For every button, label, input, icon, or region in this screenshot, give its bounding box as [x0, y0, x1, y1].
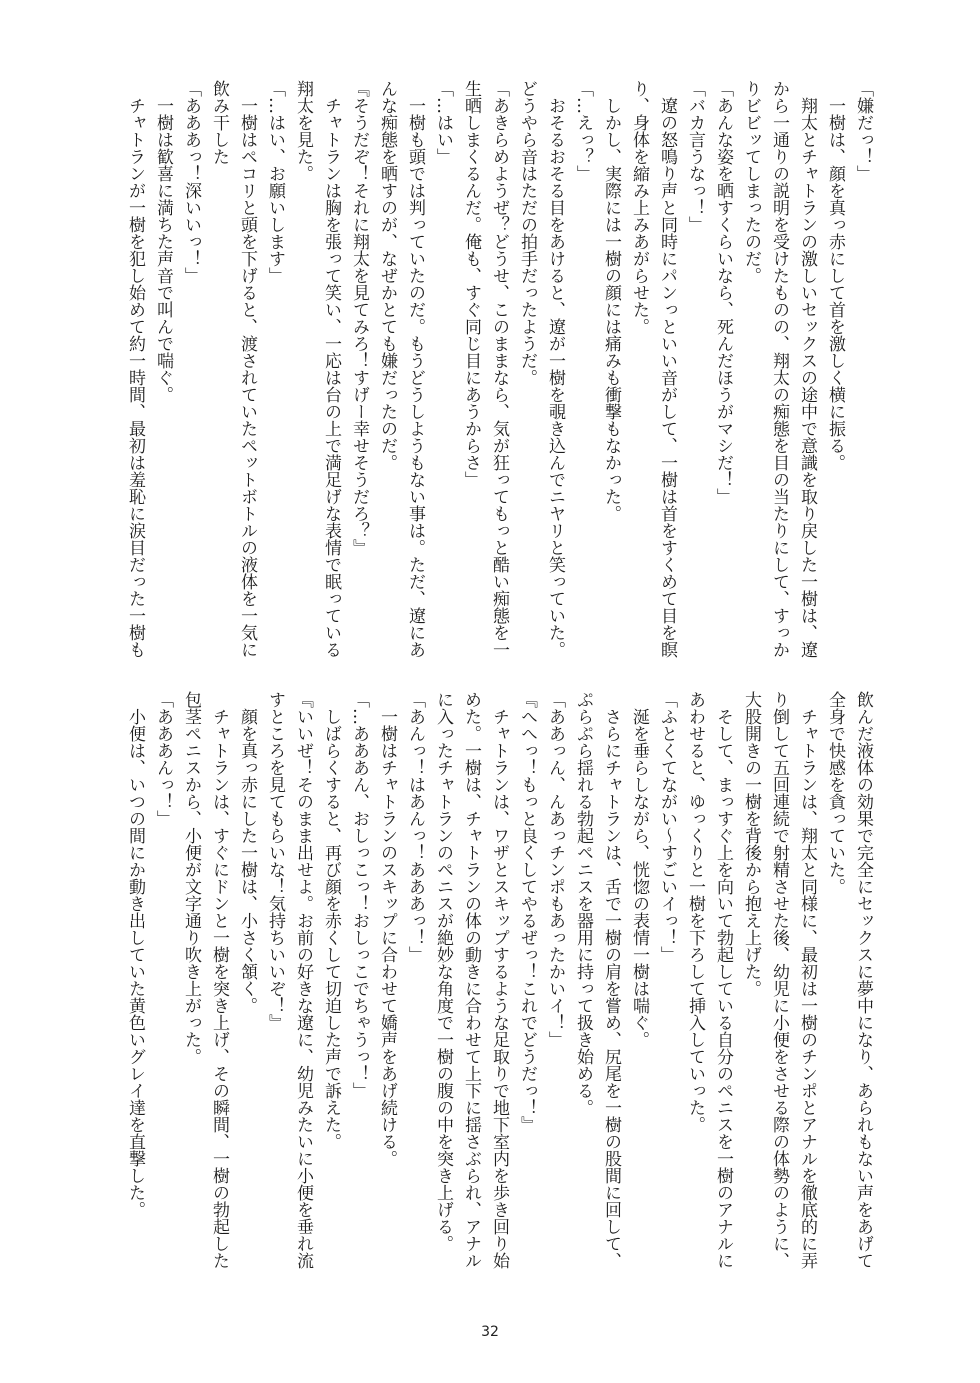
text-line: り、身体を縮み上みあがらせた。: [629, 80, 649, 335]
text-line: 翔太を見た。: [293, 80, 313, 182]
text-line: 小便は、いつの間にか動き出していた黄色いグレイ達を直撃した。: [125, 691, 145, 1218]
text-line: 一樹はチャトランのスキップに合わせて嬌声をあげ続ける。: [377, 691, 397, 1167]
text-line: 「嫌だっ！」: [853, 80, 873, 182]
text-line: 「あああっ！深いいっ！」: [181, 80, 201, 284]
text-line: 翔太とチャトランの激しいセックスの途中で意識を取り戻した一樹は、遼: [797, 80, 817, 658]
text-line: 「あああんっ！」: [153, 691, 173, 827]
text-line: チャトランは、翔太と同様に、最初は一樹のチンポとアナルを徹底的に弄: [797, 691, 817, 1269]
text-line: 「あんな姿を晒すくらいなら、死んだほうがマシだ！」: [713, 80, 733, 505]
text-line: り倒して五回連続で射精させた後、幼児に小便をさせる際の体勢のように、: [769, 691, 789, 1269]
text-line: 飲み干した: [209, 80, 229, 165]
text-block-top: [121, 80, 877, 665]
text-line: めた。一樹は、チャトランの体の動きに合わせて上下に揺さぶられ、アナル: [461, 691, 481, 1269]
text-line: 「…はい、お願いします」: [265, 80, 285, 284]
text-line: 「…えっ？」: [573, 80, 593, 182]
text-line: に入ったチャトランのペニスが絶妙な角度で一樹の腹の中を突き上げる。: [433, 691, 453, 1252]
text-line: どうやら音はただの拍手だったようだ。: [517, 80, 537, 386]
text-line: チャトランが一樹を犯し始めて約一時間、最初は羞恥に涙目だった一樹も: [125, 80, 145, 658]
text-line: 「ふとくてながい〜すごいイっ！」: [657, 691, 677, 963]
text-line: おそるおそる目をあけると、遼が一樹を覗き込んでニヤリと笑っていた。: [545, 80, 565, 658]
text-line: しかし、実際には一樹の顔には痛みも衝撃もなかった。: [601, 80, 621, 522]
text-line: すところを見てもらいな！気持ちいいぞ！』: [265, 691, 285, 1031]
text-line: チャトランは、すぐにドンと一樹を突き上げ、その瞬間、一樹の勃起した: [209, 691, 229, 1269]
text-line: チャトランは、ワザとスキップするような足取りで地下室内を歩き回り始: [489, 691, 509, 1269]
text-line: りビビッてしまったのだ。: [741, 80, 761, 284]
text-line: から一通りの説明を受けたものの、翔太の痴態を目の当たりにして、すっか: [769, 80, 789, 658]
text-line: 全身で快感を貪っていた。: [825, 691, 845, 895]
text-line: 「ああっん、んあっチンポもあったかいイ！」: [545, 691, 565, 1048]
text-line: 顔を真っ赤にした一樹は、小さく頷く。: [237, 691, 257, 1014]
text-line: 一樹は、顔を真っ赤にして首を激しく横に振る。: [825, 80, 845, 471]
text-line: 涎を垂らしながら、恍惚の表情一樹は喘ぐ。: [629, 691, 649, 1048]
text-line: 『いいぜ！そのまま出せよ。お前の好きな遼に、幼児みたいに小便を垂れ流: [293, 691, 313, 1269]
text-line: 「あきらめようぜ？どうせ、このままなら、気が狂ってもっと酷い痴態を一: [489, 80, 509, 658]
text-line: チャトランは胸を張って笑い、一応は台の上で満足げな表情で眠っている: [321, 80, 341, 658]
text-line: あわせると、ゆっくりと一樹を下ろして挿入していった。: [685, 691, 705, 1133]
text-line: 『そうだぞ！それに翔太を見てみろ！すげー幸せそうだろ？』: [349, 80, 369, 556]
text-line: 遼の怒鳴り声と同時にパンっといい音がして、一樹は首をすくめて目を瞑: [657, 80, 677, 658]
text-line: 一樹も頭では判っていたのだ。もうどうしようもない事は。ただ、遼にあ: [405, 80, 425, 658]
text-line: しばらくすると、再び顔を赤くして切迫した声で訴えた。: [321, 691, 341, 1150]
text-line: 「バカ言うなっ！」: [685, 80, 705, 233]
page-number: 32: [481, 1324, 499, 1340]
text-line: そして、まっすぐ上を向いて勃起している自分のペニスを一樹のアナルに: [713, 691, 733, 1269]
text-line: 「…はい」: [433, 80, 453, 165]
text-line: 包茎ペニスから、小便が文字通り吹き上がった。: [181, 691, 201, 1065]
text-line: んな痴態を晒すのが、なぜかとても嫌だったのだ。: [377, 80, 397, 471]
text-line: さらにチャトランは、舌で一樹の肩を嘗め、尻尾を一樹の股間に回して、: [601, 691, 621, 1269]
text-line: ぷらぷら揺れる勃起ペニスを器用に持って扱き始める。: [573, 691, 593, 1116]
text-line: 飲んだ液体の効果で完全にセックスに夢中になり、あられもない声をあげて: [853, 691, 873, 1269]
text-line: 「…あああん、おしっこっ！おしっこでちゃうっ！」: [349, 691, 369, 1099]
text-line: 「あんっ！はあんっ！あああっ！」: [405, 691, 425, 963]
text-block-bottom: [121, 691, 877, 1276]
text-line: 大股開きの一樹を背後から抱え上げた。: [741, 691, 761, 997]
text-line: 生晒しまくるんだ。俺も、すぐ同じ目にあうからさ」: [461, 80, 481, 488]
text-line: 一樹は歓喜に満ちた声音で叫んで喘ぐ。: [153, 80, 173, 403]
text-line: 一樹はペコリと頭を下げると、渡されていたペットボトルの液体を一気に: [237, 80, 257, 658]
text-line: 『へへっ！もっと良くしてやるぜっ！これでどうだっ！』: [517, 691, 537, 1133]
